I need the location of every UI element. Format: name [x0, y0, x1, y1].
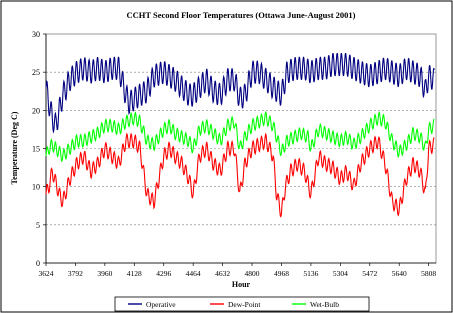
x-tick-label: 4296: [156, 269, 172, 278]
x-axis-label: Hour: [231, 280, 251, 289]
x-tick-label: 4128: [126, 269, 142, 278]
y-tick-label: 0: [36, 259, 40, 268]
legend-label-wet-bulb: Wet-Bulb: [310, 300, 339, 309]
y-tick-label: 25: [32, 68, 40, 78]
y-tick-label: 10: [32, 182, 40, 192]
x-tick-label: 5136: [303, 269, 319, 278]
x-tick-label: 5472: [362, 269, 378, 278]
x-tick-label: 5304: [332, 269, 348, 278]
y-tick-label: 5: [36, 220, 40, 230]
x-tick-label: 4800: [244, 269, 260, 278]
x-tick-label: 5640: [391, 269, 407, 278]
y-tick-label: 30: [32, 30, 40, 39]
y-tick-label: 15: [32, 144, 40, 154]
x-tick-label: 5808: [421, 269, 437, 278]
legend-label-dew-point: Dew-Point: [228, 300, 261, 309]
x-tick-label: 3624: [38, 269, 54, 278]
y-axis-label: Temperature (Deg C): [10, 111, 19, 185]
legend-label-operative: Operative: [146, 300, 176, 309]
x-tick-label: 3792: [67, 269, 83, 278]
x-tick-label: 4968: [273, 269, 289, 278]
x-tick-label: 4632: [215, 269, 231, 278]
chart-title: CCHT Second Floor Temperatures (Ottawa June-August 2001): [126, 10, 356, 20]
legend: [115, 297, 369, 311]
x-tick-label: 3960: [97, 269, 113, 278]
y-tick-label: 20: [32, 106, 40, 116]
x-tick-label: 4464: [185, 269, 201, 278]
